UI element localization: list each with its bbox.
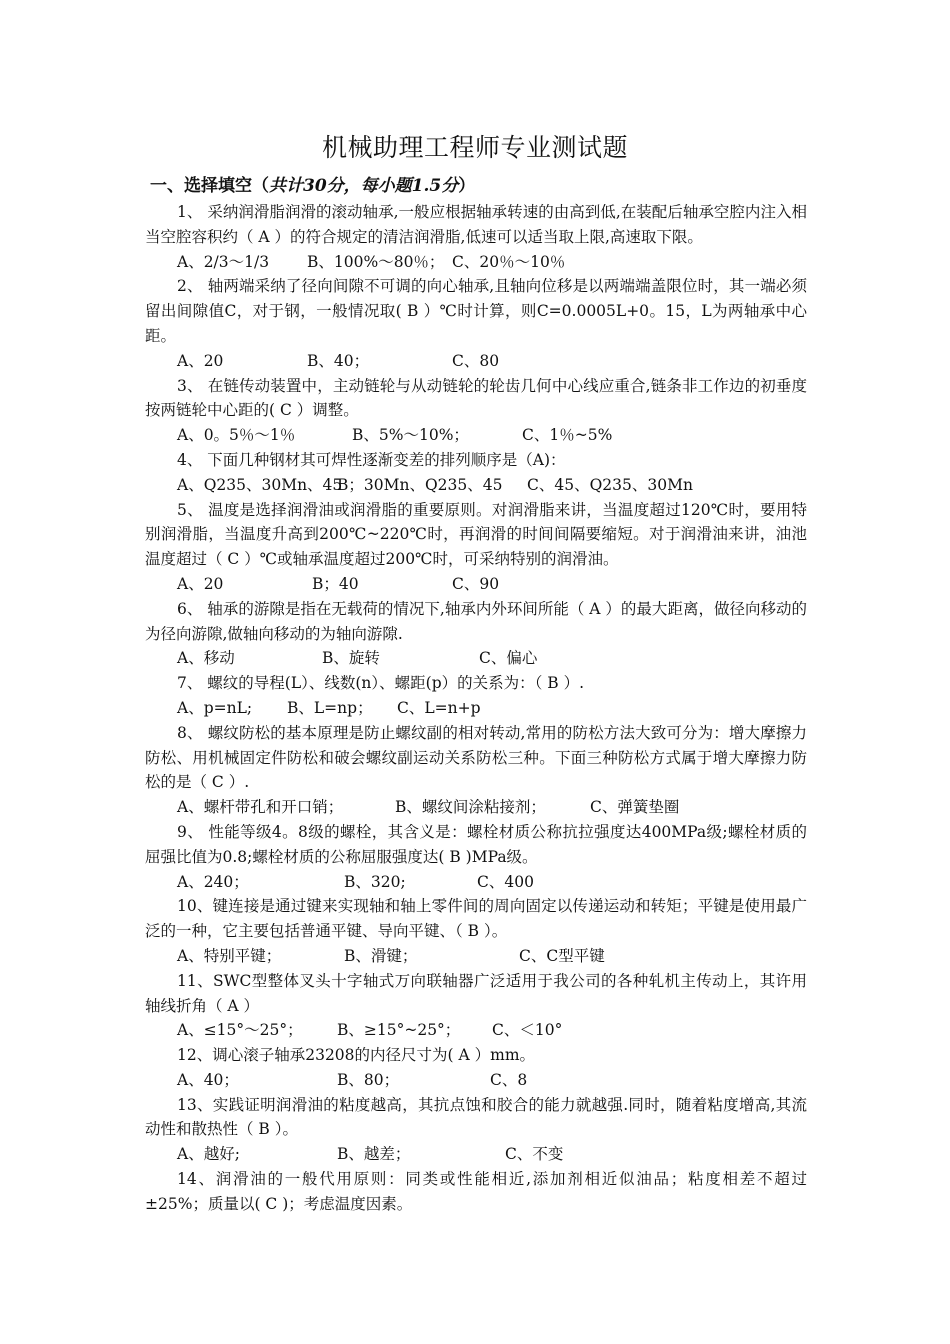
answer-options [145,870,807,895]
answer-options [145,572,807,597]
answer-options [145,250,807,275]
answer-option: A、越好; [177,1145,240,1164]
section-heading-text: 一、选择填空（ [150,176,269,196]
question-item [145,969,807,1043]
answer-options [145,423,807,448]
answer-option: A、p=nL; [177,698,253,717]
answer-options [145,1142,807,1167]
answer-option: C、＜10° [492,1021,563,1040]
question-text: 1、 采纳润滑脂润滑的滚动轴承,一般应根据轴承转速的由高到低,在装配后轴承空腔内注入相当空腔容积约（ A ）的符合规定的清洁润滑脂,低速可以适当取上限,高速取下限。 [145,203,807,246]
question-text: 5、 温度是选择润滑油或润滑脂的重要原则。对润滑脂来讲，当温度超过120℃时，要用特别润滑脂，当温度升高到200℃~220℃时，再润滑的时间间隔要缩短。对于润滑油来讲，油池温度超过（ C ）℃或轴承温度超过200℃时，可采纳特别的润滑油。 [145,500,807,569]
answer-options [145,1068,807,1093]
question-text: 8、 螺纹防松的基本原理是防止螺纹副的相对转动,常用的防松方法大致可分为：增大摩擦力防松、用机械固定件防松和破会螺纹副运动关系防松三种。下面三种防松方式属于增大摩擦力防松的是（ C ）. [145,723,807,792]
question-item [145,1043,807,1093]
question-item [145,721,807,820]
question-text: 13、实践证明润滑油的粘度越高，其抗点蚀和胶合的能力就越强.同时，随着粘度增高,其流动性和散热性（ B ）。 [145,1095,807,1139]
section-heading-close: ） [458,176,476,196]
answer-option: C、20％～10％ [452,252,566,271]
question-item [145,274,807,373]
question-item [145,200,807,274]
question-text: 3、 在链传动装置中，主动链轮与从动链轮的轮齿几何中心线应重合,链条非工作边的初垂度按两链轮中心距的( C ）调整。 [145,376,807,420]
answer-option: A、240； [177,872,249,891]
answer-option: C、80 [452,351,500,370]
question-text: 4、 下面几种钢材其可焊性逐渐变差的排列顺序是（A)： [177,450,566,469]
question-text: 12、调心滚子轴承23208的内径尺寸为( A ）mm。 [177,1046,536,1065]
page-title: 机械助理工程师专业测试题 [321,133,628,162]
answer-option: A、20 [177,351,224,370]
answer-option: A、20 [177,574,224,593]
answer-option: A、2/3～1/3 [177,252,270,271]
question-text: 10、键连接是通过键来实现轴和轴上零件间的周向固定以传递运动和转矩；平键是使用最广泛的一种，它主要包括普通平键、导向平键、（ B ）。 [145,897,807,941]
answer-option: C、不变 [505,1145,564,1164]
question-item [145,671,807,721]
question-item [145,448,807,498]
answer-option: B、5%～10%； [352,426,469,445]
question-item [145,498,807,597]
answer-option: C、L=n+p [397,698,481,717]
answer-option: B、螺纹间涂粘接剂； [395,798,546,817]
answer-option: A、特别平键； [177,946,282,965]
answer-options [145,473,807,498]
answer-option: B、越差； [337,1145,411,1164]
answer-option: B、L=np； [287,698,373,717]
answer-option: A、Q235、30Mn、45 [177,475,343,494]
question-item [145,1093,807,1167]
answer-option: C、8 [490,1070,528,1089]
question-text: 6、 轴承的游隙是指在无载荷的情况下,轴承内外环间所能（ A ）的最大距离，做径向移动的为径向游隙,做轴向移动的为轴向游隙. [145,599,807,643]
question-list [145,200,807,1217]
answer-option: C、90 [452,574,500,593]
answer-option: A、0。5％～1％ [177,426,296,445]
question-item [145,1167,807,1217]
answer-option: B、40； [307,351,370,370]
answer-option: C、C型平键 [519,946,605,965]
answer-option: A、40； [177,1070,239,1089]
question-text: 14、润滑油的一般代用原则：同类或性能相近,添加剂相近似油品；粘度相差不超过±25%；质量以( C )；考虑温度因素。 [145,1170,807,1213]
answer-option: A、螺杆带孔和开口销； [177,798,344,817]
answer-options [145,795,807,820]
question-item [145,374,807,448]
question-text: 7、 螺纹的导程(L）、线数(n）、螺距(p）的关系为：（ B ）. [177,674,585,693]
answer-option: B、100%～80％； [307,252,445,271]
answer-option: C、弹簧垫圈 [590,798,680,817]
section-heading [150,173,475,199]
section-score-note: 共计30分，每小题1.5分 [269,176,459,196]
answer-options [145,944,807,969]
answer-option: B、320; [344,872,406,891]
answer-option: B、80； [337,1070,400,1089]
question-text: 2、 轴两端采纳了径向间隙不可调的向心轴承,且轴向位移是以两端端盖限位时，其一端必须留出间隙值C，对于钢，一般情况取( B ）℃时计算，则C=0.0005L+0。15，L为两轴承中心距。 [145,277,807,345]
question-text: 9、 性能等级4。8级的螺栓，其含义是：螺栓材质公称抗拉强度达400MPa级;螺栓材质的屈强比值为0.8;螺栓材质的公称屈服强度达( B )MPa级。 [145,822,807,866]
question-item [145,597,807,671]
answer-option: B、滑键； [344,946,418,965]
answer-option: C、1％~5% [522,426,613,445]
answer-options [145,349,807,374]
answer-option: B、≥15°~25°； [337,1021,461,1040]
question-item [145,894,807,968]
answer-options [145,646,807,671]
answer-option: C、偏心 [479,649,538,668]
answer-options [145,1018,807,1043]
question-item [145,820,807,894]
answer-option: A、移动 [177,649,235,668]
question-text: 11、SWC型整体叉头十字轴式万向联轴器广泛适用于我公司的各种轧机主传动上，其许用轴线折角（ A ） [145,971,807,1015]
answer-options [145,696,807,721]
answer-option: C、400 [477,872,534,891]
answer-option: B；30Mn、Q235、45 [337,475,503,494]
answer-option: C、45、Q235、30Mn [527,475,693,494]
answer-option: B；40 [312,574,359,593]
answer-option: A、≤15°～25°； [177,1021,303,1040]
answer-option: B、旋转 [322,649,380,668]
